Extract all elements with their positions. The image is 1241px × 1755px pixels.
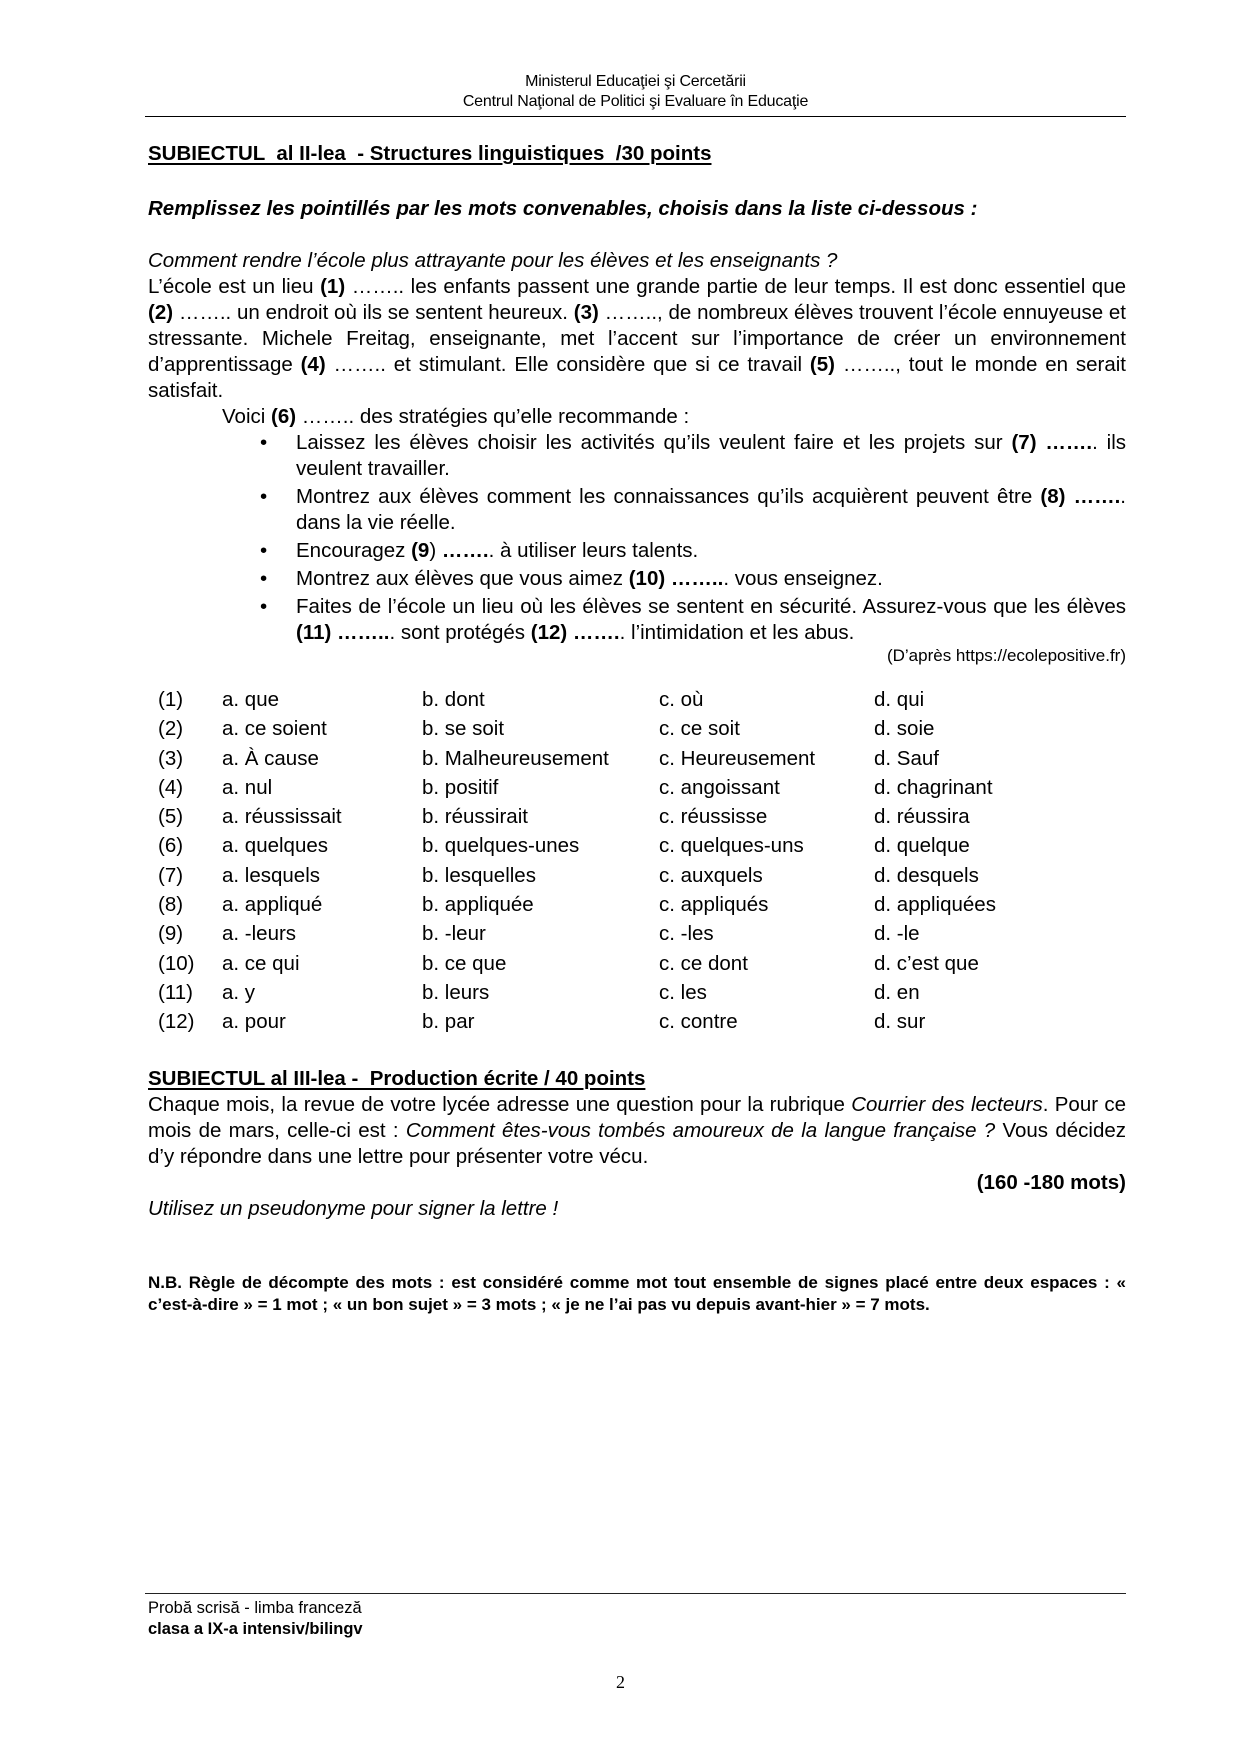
exam-name: Probă scrisă - limba franceză: [148, 1599, 362, 1617]
option-d: d. chagrinant: [874, 775, 993, 799]
ministry-name: Ministerul Educaţiei şi Cercetării: [525, 73, 746, 90]
blank-marker: ……..: [670, 567, 724, 590]
blank-marker: (12): [530, 621, 568, 644]
option-b: b. quelques-unes: [422, 834, 580, 858]
option-a: a. quelques: [222, 834, 329, 858]
option-row: [158, 892, 1024, 921]
option-d: d. quelque: [874, 834, 970, 858]
page-number: 2: [616, 1672, 625, 1692]
option-b: b. lesquelles: [422, 863, 536, 887]
text-run: . à utiliser leurs talents.: [488, 539, 699, 562]
option-a: a. À cause: [222, 746, 319, 770]
page-header: [145, 72, 1126, 112]
answer-options-body: [158, 687, 1024, 1039]
option-row: [158, 687, 1024, 716]
passage-paragraph: [148, 274, 1126, 404]
text-run: …….., de nombreux élèves trouvent l’école ennuyeuse et stressante. Michele Freitag, enseignante, met l’accent sur l’importance de créer un environnement d’apprentissage: [148, 301, 1126, 376]
option-d: d. Sauf: [874, 746, 939, 770]
signature-note: Utilisez un pseudonyme pour signer la lettre !: [148, 1196, 559, 1220]
option-a: a. y: [222, 980, 256, 1004]
question-number: (12): [158, 1010, 195, 1034]
strategy-item: [260, 430, 1126, 482]
option-c: c. les: [659, 980, 707, 1004]
strategy-item: [260, 594, 1126, 646]
section-3-title: SUBIECTUL al III-lea - Production écrite / 40 points: [148, 1066, 646, 1090]
option-d: d. c’est que: [874, 951, 979, 975]
answer-options-table: [158, 687, 1024, 1039]
option-d: d. sur: [874, 1010, 926, 1034]
option-c: c. réussisse: [659, 805, 768, 829]
question-number: (5): [158, 805, 184, 829]
text-run: Voici: [222, 405, 271, 428]
question-number: (8): [158, 893, 184, 917]
question-number: (10): [158, 951, 195, 975]
section-3-prompt: [148, 1092, 1126, 1170]
strategy-text: [296, 539, 698, 562]
option-c: c. Heureusement: [659, 746, 816, 770]
strategy-item: [260, 484, 1126, 536]
option-c: c. où: [659, 688, 704, 711]
question-number: (3): [158, 746, 184, 770]
option-c: c. contre: [659, 1010, 738, 1034]
option-a: a. que: [222, 688, 279, 711]
option-b: b. -leur: [422, 922, 486, 946]
bullet-icon: •: [260, 539, 268, 562]
option-d: d. desquels: [874, 863, 979, 887]
passage-title: Comment rendre l’école plus attrayante pour les élèves et les enseignants ?: [148, 249, 838, 272]
option-c: c. ce soit: [659, 717, 740, 741]
option-c: c. -les: [659, 922, 714, 946]
strategy-text: [296, 567, 883, 590]
option-c: c. auxquels: [659, 863, 763, 887]
option-a: a. pour: [222, 1010, 286, 1034]
blank-marker: (11): [296, 621, 332, 644]
section-2-title: SUBIECTUL al II-lea - Structures linguistiques /30 points: [148, 142, 712, 165]
option-b: b. appliquée: [422, 893, 534, 917]
strategy-text: [296, 595, 1126, 644]
text-run: …….. et stimulant. Elle considère que si ce travail: [325, 353, 810, 376]
blank-marker: ……..: [337, 621, 390, 644]
page-footer: [148, 1598, 363, 1640]
blank-marker: (8): [1040, 485, 1066, 508]
strategies-intro: [222, 404, 1126, 430]
text-run: …….. des stratégies qu’elle recommande :: [296, 405, 690, 428]
section-2-instruction: Remplissez les pointillés par les mots convenables, choisis dans la liste ci-dessous :: [148, 197, 978, 220]
text-run: Montrez aux élèves comment les connaissances qu’ils acquièrent peuvent être: [296, 485, 1041, 508]
text-run: Vous décidez d’y répondre dans une lettre pour présenter votre vécu.: [148, 1118, 1126, 1168]
strategy-text: [296, 485, 1126, 534]
header-divider: [145, 116, 1126, 117]
text-run: Encouragez: [296, 539, 412, 562]
option-row: [158, 716, 1024, 745]
option-row: [158, 951, 1024, 980]
text-run: ): [429, 539, 442, 562]
question-number: (7): [158, 863, 184, 887]
blank-marker: (6): [271, 405, 297, 428]
bullet-icon: •: [260, 431, 268, 454]
option-b: b. se soit: [422, 717, 505, 741]
blank-marker: (10): [628, 567, 666, 590]
text-run: . l’intimidation et les abus.: [619, 621, 855, 644]
blank-marker: (1): [320, 275, 346, 298]
text-run: . vous enseignez.: [723, 567, 883, 590]
option-c: c. angoissant: [659, 775, 780, 799]
option-d: d. soie: [874, 717, 935, 741]
document-body: [148, 141, 1126, 1316]
option-a: a. ce qui: [222, 951, 300, 975]
emphasized-text: Comment êtes-vous tombés amoureux de la langue française ?: [405, 1118, 996, 1142]
option-b: b. par: [422, 1010, 475, 1034]
blank-marker: …….: [441, 539, 489, 562]
strategy-text: [296, 431, 1126, 480]
strategy-item: [260, 538, 1126, 564]
question-number: (1): [158, 688, 184, 711]
option-b: b. Malheureusement: [422, 746, 609, 770]
option-b: b. réussirait: [422, 805, 528, 829]
option-b: b. leurs: [422, 980, 490, 1004]
footer-divider: [145, 1593, 1126, 1594]
text-run: . sont protégés: [389, 621, 531, 644]
blank-marker: …….: [1045, 431, 1093, 454]
blank-marker: (9: [411, 539, 430, 562]
bullet-icon: •: [260, 485, 268, 508]
option-row: [158, 833, 1024, 862]
text-run: . Pour ce mois de mars, celle-ci est :: [148, 1092, 1127, 1142]
emphasized-text: Courrier des lecteurs: [851, 1092, 1043, 1116]
option-a: a. lesquels: [222, 863, 321, 887]
text-run: Faites de l’école un lieu où les élèves se sentent en sécurité. Assurez-vous que les élèves: [296, 595, 1126, 618]
option-d: d. qui: [874, 688, 925, 711]
bullet-icon: •: [260, 595, 268, 618]
option-d: d. réussira: [874, 805, 970, 829]
option-row: [158, 804, 1024, 833]
option-a: a. nul: [222, 775, 273, 799]
option-c: c. appliqués: [659, 893, 769, 917]
option-row: [158, 863, 1024, 892]
text-run: . dans la vie réelle.: [296, 485, 1126, 534]
question-number: (11): [158, 980, 193, 1004]
option-b: b. ce que: [422, 951, 507, 975]
blank-marker: (3): [573, 301, 599, 324]
blank-marker: (7): [1011, 431, 1037, 454]
blank-marker: (2): [148, 301, 174, 324]
source-citation: (D’après https://ecolepositive.fr): [886, 646, 1126, 665]
word-count-requirement: (160 -180 mots): [976, 1170, 1126, 1194]
text-run: …….. les enfants passent une grande partie de leur temps. Il est donc essentiel que: [345, 275, 1126, 298]
text-run: L’école est un lieu: [148, 275, 321, 298]
text-run: …….. un endroit où ils se sentent heureux.: [173, 301, 574, 324]
question-number: (9): [158, 922, 184, 946]
option-row: [158, 1009, 1024, 1038]
text-run: Laissez les élèves choisir les activités qu’ils veulent faire et les projets sur: [296, 431, 1012, 454]
option-d: d. en: [874, 980, 920, 1004]
strategy-item: [260, 566, 1126, 592]
option-row: [158, 921, 1024, 950]
option-a: a. -leurs: [222, 922, 297, 946]
option-d: d. appliquées: [874, 893, 996, 917]
option-a: a. réussissait: [222, 805, 342, 829]
text-run: …….., tout le monde en serait satisfait.: [148, 353, 1126, 402]
text-run: Montrez aux élèves que vous aimez: [296, 567, 629, 590]
bullet-icon: •: [260, 567, 268, 590]
option-c: c. quelques-uns: [659, 834, 804, 858]
text-run: [1065, 485, 1073, 508]
question-number: (4): [158, 775, 184, 799]
word-count-rule-note: N.B. Règle de décompte des mots : est considéré comme mot tout ensemble de signes placé entre deux espaces : « c’est-à-dire » = 1 mot ; « un bon sujet » = 3 mots ; « je ne l’ai pas vu depuis avant-hier » = 7 mots.: [148, 1272, 1126, 1314]
class-level: clasa a IX-a intensiv/bilingv: [148, 1620, 363, 1638]
question-number: (2): [158, 717, 184, 741]
center-name: Centrul Naţional de Politici şi Evaluare în Educaţie: [462, 93, 809, 110]
strategies-list: [148, 430, 1126, 646]
option-row: [158, 775, 1024, 804]
option-row: [158, 746, 1024, 775]
option-b: b. positif: [422, 775, 499, 799]
text-run: . ils veulent travailler.: [296, 431, 1126, 480]
blank-marker: …….: [1073, 485, 1121, 508]
section-3: [148, 1066, 1126, 1316]
option-a: a. appliqué: [222, 893, 323, 917]
option-c: c. ce dont: [659, 951, 748, 975]
option-a: a. ce soient: [222, 717, 327, 741]
blank-marker: …….: [572, 621, 620, 644]
blank-marker: (5): [809, 353, 835, 376]
question-number: (6): [158, 834, 184, 858]
option-b: b. dont: [422, 688, 485, 711]
option-row: [158, 980, 1024, 1009]
text-run: Chaque mois, la revue de votre lycée adresse une question pour la rubrique: [148, 1092, 852, 1116]
option-d: d. -le: [874, 922, 920, 946]
blank-marker: (4): [300, 353, 326, 376]
